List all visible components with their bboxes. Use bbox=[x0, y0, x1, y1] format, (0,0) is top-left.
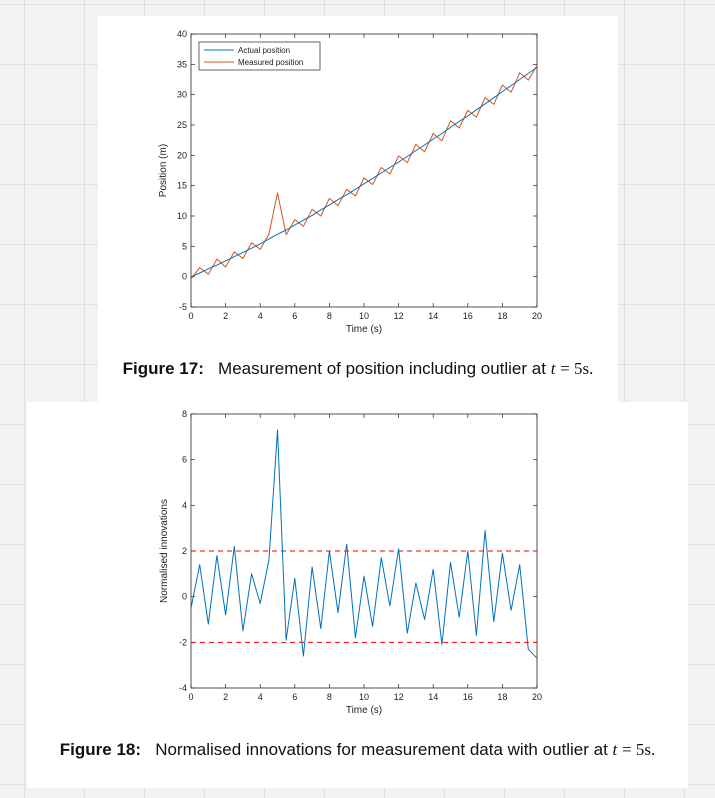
figure-18-math-rest: = 5s. bbox=[622, 740, 656, 759]
x-tick-label: 4 bbox=[257, 692, 263, 702]
x-tick-label: 2 bbox=[223, 311, 229, 321]
figure-18-caption bbox=[27, 740, 688, 760]
x-tick-label: 4 bbox=[257, 311, 263, 321]
y-tick-label: 5 bbox=[181, 241, 187, 252]
x-tick-label: 20 bbox=[531, 692, 543, 702]
x-tick-label: 12 bbox=[393, 692, 404, 702]
figure-17-math-rest: = 5s. bbox=[560, 359, 594, 378]
x-tick-label: 10 bbox=[358, 692, 370, 702]
series-line-1 bbox=[191, 66, 537, 280]
x-tick-label: 14 bbox=[428, 311, 439, 321]
y-tick-label: 6 bbox=[181, 454, 187, 465]
y-tick-label: -4 bbox=[178, 683, 187, 693]
innovations-chart bbox=[27, 402, 688, 788]
x-tick-label: 18 bbox=[497, 311, 508, 321]
x-tick-label: 14 bbox=[428, 692, 439, 702]
y-tick-label: 0 bbox=[181, 271, 187, 282]
figure-17-math-var: t bbox=[550, 359, 556, 378]
y-tick-label: 4 bbox=[181, 500, 187, 511]
axes-box bbox=[191, 34, 537, 307]
y-tick-label: -2 bbox=[178, 637, 187, 648]
figure-17-caption bbox=[98, 359, 618, 379]
legend-entry: Measured position bbox=[238, 58, 304, 67]
y-tick-label: 20 bbox=[176, 150, 187, 161]
y-tick-label: 25 bbox=[176, 120, 187, 130]
figure-18-label: Figure 18: bbox=[59, 740, 142, 759]
x-tick-label: 0 bbox=[188, 692, 194, 702]
x-tick-label: 10 bbox=[358, 311, 370, 321]
x-tick-label: 2 bbox=[223, 692, 229, 702]
y-tick-label: -5 bbox=[178, 302, 187, 312]
x-tick-label: 12 bbox=[393, 311, 404, 321]
series-line-0 bbox=[191, 430, 537, 658]
figure-17-panel bbox=[98, 16, 618, 402]
x-tick-label: 0 bbox=[188, 311, 194, 321]
x-tick-label: 6 bbox=[292, 311, 298, 321]
figure-17-text: Measurement of position including outlier at bbox=[218, 359, 546, 378]
y-tick-label: 10 bbox=[176, 211, 187, 221]
y-axis-label: Normalised innovations bbox=[159, 499, 170, 603]
y-tick-label: 0 bbox=[181, 591, 187, 602]
legend-entry: Actual position bbox=[238, 46, 291, 55]
figure-18-text: Normalised innovations for measurement data with outlier at bbox=[155, 740, 608, 759]
x-axis-label: Time (s) bbox=[345, 705, 383, 716]
y-tick-label: 40 bbox=[176, 29, 187, 39]
y-tick-label: 8 bbox=[181, 409, 187, 419]
figure-18-panel bbox=[27, 402, 688, 788]
x-tick-label: 20 bbox=[531, 311, 543, 321]
y-tick-label: 35 bbox=[176, 59, 187, 70]
x-tick-label: 16 bbox=[462, 692, 473, 702]
x-tick-label: 8 bbox=[326, 311, 332, 321]
x-tick-label: 16 bbox=[462, 311, 473, 321]
y-tick-label: 15 bbox=[176, 180, 187, 191]
y-tick-label: 2 bbox=[181, 546, 187, 556]
y-axis-label: Position (m) bbox=[158, 143, 169, 198]
y-tick-label: 30 bbox=[176, 89, 187, 100]
x-tick-label: 8 bbox=[326, 692, 332, 702]
figure-17-label: Figure 17: bbox=[122, 359, 204, 378]
x-tick-label: 6 bbox=[292, 692, 298, 702]
x-axis-label: Time (s) bbox=[345, 324, 383, 335]
position-chart bbox=[98, 16, 618, 402]
x-tick-label: 18 bbox=[497, 692, 508, 702]
figure-18-math-var: t bbox=[612, 740, 618, 759]
